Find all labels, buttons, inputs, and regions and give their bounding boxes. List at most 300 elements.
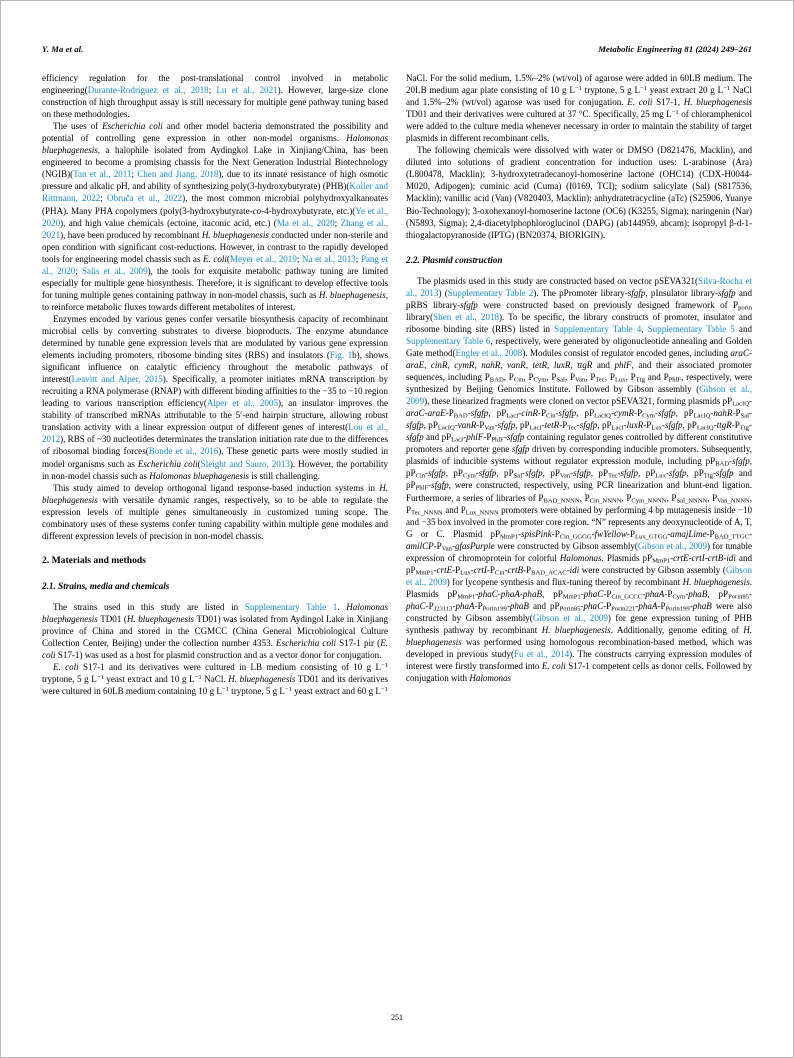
text-run: yeast extract and 60 g L xyxy=(291,686,381,697)
figure-link[interactable]: Fig. 1 xyxy=(329,350,353,361)
citation-link[interactable]: Chen and Jiang, 2018 xyxy=(137,169,219,180)
citation-link[interactable]: Salis et al., 2009 xyxy=(81,265,148,276)
text-run: - xyxy=(433,564,437,575)
species-name: Escherichia coli xyxy=(137,458,198,469)
text-run: and pP xyxy=(406,468,752,491)
text-run: TD01 ( xyxy=(97,613,127,624)
gene-name: sfgfp xyxy=(460,299,478,310)
text-run: and xyxy=(592,359,615,370)
text-run: ; xyxy=(131,169,138,180)
gene-name: sfgfp xyxy=(715,468,734,479)
subsection-heading-strains-media-chemicals: 2.1. Strains, media and chemicals xyxy=(42,580,170,591)
text-run: were also constructed by Gibson assembly( xyxy=(406,600,752,623)
gene-name: phaB xyxy=(688,588,708,599)
text-run: , pP xyxy=(445,468,463,479)
promoter-subscript: Van_NNNN xyxy=(717,496,750,504)
citation-link[interactable]: Gibson et al., 2009 xyxy=(406,564,752,587)
gene-name: sfgfp xyxy=(664,420,683,431)
gene-name: luxR xyxy=(553,359,571,370)
text-run: , xyxy=(474,359,482,370)
gene-name: sfgfp xyxy=(579,420,598,431)
promoter-subscript: BAD_TTGC xyxy=(714,533,749,541)
text-run: , P xyxy=(585,372,596,383)
promoter-subscript: LacIQ xyxy=(594,412,611,420)
gene-name: ttgR xyxy=(716,420,732,431)
text-run: - xyxy=(470,564,474,575)
gene-name: sfgfp xyxy=(506,432,525,443)
species-name: Halomonas bluephagenesis xyxy=(42,133,388,156)
text-run: ). Modules consist of regulator encoded genes, including xyxy=(522,347,731,358)
text-run: , pP xyxy=(542,588,563,599)
text-run: ). Specifically, a promoter initiates mRNA transcription by recruiting a RNA polymerase (RNAP) with different binding affinities to the −35 to −10 region leading to various transcription efficiency( xyxy=(42,374,389,409)
paragraph-study-aim xyxy=(42,482,388,542)
citation-link[interactable]: Durante-Rodríguez et al., 2018 xyxy=(87,85,209,96)
promoter-subscript: J23113 xyxy=(433,605,453,613)
gene-name: phaC xyxy=(583,600,604,611)
text-run: yeast extract 20 g L xyxy=(646,85,724,96)
citation-link[interactable]: Lu et al., 2021 xyxy=(216,85,278,96)
species-name: H. bluephagenesis xyxy=(42,482,388,505)
text-run: ) ( xyxy=(438,287,448,298)
text-run: , a halophile isolated from Aydingkol Lake in Xinjiang/China, has been engineered to become a promising chassis for the Next Generation Industrial Biotechnology (NGIB)( xyxy=(42,145,388,180)
text-run: - xyxy=(467,408,471,419)
promoter-subscript: PhlF xyxy=(415,484,429,492)
gene-name: idi xyxy=(569,564,580,575)
gene-name: araC-araE xyxy=(406,347,753,370)
text-run: , pP xyxy=(686,468,704,479)
gene-name: sfgfp xyxy=(718,287,736,298)
citation-link[interactable]: Na et al., 2013 xyxy=(301,253,356,264)
citation-link[interactable]: Bonde et al., 2016 xyxy=(148,446,219,457)
text-run: , xyxy=(447,359,455,370)
species-name: E. coli xyxy=(203,253,227,264)
text-run: , P xyxy=(621,492,632,503)
text-run: tryptone, 5 g L xyxy=(581,85,640,96)
promoter-subscript: Lux_NNNN xyxy=(465,508,499,516)
gene-name: phaA xyxy=(645,588,665,599)
text-run: TD01 and their derivatives were cultured at 37 °C. Specifically, 25 mg L xyxy=(406,109,672,120)
text-run: ), RBS of ~30 nucleotides determinates the translation initiation rate due to the differences of ribosomal binding forces( xyxy=(42,434,388,457)
species-name: H. bluephagenesis xyxy=(228,674,296,685)
text-run: conducted under non-sterile and open condition with significant cost-reductions. However, in contrast to the rapidly developed tools for engineering model chassis such as xyxy=(42,229,388,264)
promoter-subscript: Porin199 xyxy=(482,605,507,613)
promoter-subscript: Cym xyxy=(533,376,547,384)
text-run: was performed using homologous recombination-based method, which was developed in previous study( xyxy=(406,637,752,660)
text-run: -P xyxy=(551,528,560,539)
text-run: and P xyxy=(442,504,466,515)
text-run: ; xyxy=(334,217,341,228)
text-run: , pP xyxy=(675,408,694,419)
promoter-subscript: LacIQ xyxy=(732,400,749,408)
promoter-subscript: Porin199 xyxy=(665,605,690,613)
species-name: Escherichia coli xyxy=(102,121,163,132)
species-name: Escherichia coli xyxy=(276,637,336,648)
gene-name: cymR xyxy=(613,408,635,419)
species-name: H. bluephagenesis xyxy=(406,625,752,648)
promoter-subscript: Cin_NNNN xyxy=(589,496,622,504)
unit-exponent: −1 xyxy=(96,674,104,682)
text-run: ), the most common microbial polyhydroxyalkanoates (PHA). Many PHA copolymers (poly(3-hydroxybutyrate- xyxy=(42,193,388,216)
promoter-subscript: Cym xyxy=(672,593,686,601)
text-run: The strains used in this study are listed in xyxy=(53,601,245,612)
gene-name: sfgfp xyxy=(627,287,646,298)
text-run: ; xyxy=(208,85,217,96)
gene-name: sfgfp xyxy=(511,444,530,455)
text-run: -P xyxy=(474,600,483,611)
text-run: , P xyxy=(564,372,576,383)
text-run: , were constructed, respectively, using PCR linearization and blunt-end ligation. Furthermore, a series of libraries of P xyxy=(406,480,752,503)
promoter-subscript: Lux xyxy=(655,472,666,480)
text-run: , pP xyxy=(542,468,560,479)
citation-link[interactable]: Shen et al., 2018 xyxy=(433,311,500,322)
section-heading-materials-and-methods: 2. Materials and methods xyxy=(42,554,146,566)
promoter-subscript: MmP1 xyxy=(562,593,581,601)
text-run: The plasmids used in this study are constructed based on vector pSEVA321( xyxy=(417,275,699,286)
unit-exponent: −1 xyxy=(574,85,582,93)
text-run: , pP xyxy=(488,408,507,419)
text-run: ; xyxy=(75,265,82,276)
text-run: ) for lycopene synthesis and flux-tuning thereof by recombinant xyxy=(446,576,683,587)
supplementary-link[interactable]: Supplementary Table 6 xyxy=(406,335,491,346)
text-run: - xyxy=(503,432,507,443)
text-run: with versatile dynamic ranges, respectively, so to be able to regulate the expression levels of multiple genes simultaneously in customized tuning scope. The combinatory uses of these systems confer tuning capability within multiple gene modules and different expression levels of precision in non-model chassis. xyxy=(42,494,388,541)
two-column-body xyxy=(42,72,752,986)
text-run: ), the tools for exquisite metabolic pathway tuning are limited especially for multiple gene biosynthesis. Therefore, it is significant to develop effective tools for tuning multiple genes containing pathway in non-model chassis, such as xyxy=(42,265,388,300)
gene-name: fwYellow xyxy=(594,528,627,539)
text-run: - xyxy=(748,420,752,431)
text-run: and other model bacteria demonstrated the possibility and potential of controlling gene expression in other non-model organisms. xyxy=(42,121,388,144)
gene-name: sfgfp xyxy=(431,480,449,491)
promoter-subscript: Cin xyxy=(513,376,524,384)
paragraph-media-preparation xyxy=(406,72,752,144)
promoter-subscript: PhlF xyxy=(668,376,682,384)
gene-name: sfgfp xyxy=(497,420,516,431)
gene-name: cymR xyxy=(454,359,475,370)
text-run: , xyxy=(525,359,533,370)
supplementary-link[interactable]: Supplementary Table 1 xyxy=(244,601,338,612)
text-run: ; xyxy=(100,193,108,204)
text-run: , xyxy=(570,359,578,370)
text-run: , pP xyxy=(576,408,595,419)
text-run: and pP xyxy=(528,600,560,611)
gene-name: crtE-crtI-crtB-idi xyxy=(673,552,736,563)
text-run: - xyxy=(475,468,479,479)
gene-name: phaC xyxy=(406,600,426,611)
gene-name: sfgfp xyxy=(620,468,639,479)
text-run: , respectively, were synthesized by Beijing Genomics Institute. Followed by Gibson assembly ( xyxy=(406,372,752,395)
gene-name: sfgfp xyxy=(573,468,591,479)
promoter-subscript: Cin xyxy=(494,569,505,577)
promoter-subscript: Sal xyxy=(513,472,523,480)
gene-name: araC-araE xyxy=(406,408,446,419)
text-run: -P xyxy=(537,408,546,419)
gene-name: sfgfp xyxy=(470,408,489,419)
text-run: ), have been produced by recombinant xyxy=(60,229,202,240)
gene-name: gfasPurple xyxy=(454,540,495,551)
text-run: , respectively, were generated by oligonucleotide annealing and Golden Gate method( xyxy=(406,335,752,358)
promoter-subscript: Lux xyxy=(460,569,471,577)
text-run: , xyxy=(641,323,648,334)
species-name: H. bluephagenesis xyxy=(126,613,195,624)
text-run: -P xyxy=(445,408,454,419)
citation-link[interactable]: Ma et al., 2020 xyxy=(276,217,335,228)
text-run: - xyxy=(665,468,669,479)
text-run: The uses of xyxy=(53,121,103,132)
species-name: E. coli xyxy=(627,97,653,108)
paragraph-strains-listed xyxy=(42,601,388,661)
text-run: of chloramphenicol were added to the culture media whenever necessary in order to maintain the stability of target plasmids in different recombinant cells. xyxy=(406,109,752,144)
text-run: , xyxy=(547,359,554,370)
promoter-subscript: porin xyxy=(738,304,752,312)
text-run: yeast extract and 10 g L xyxy=(103,674,195,685)
citation-link[interactable]: Alper et al., 2005 xyxy=(206,398,278,409)
promoter-subscript: Porin85 xyxy=(559,605,581,613)
text-run: NaCl and 1.5%–2% (wt/vol) agarose was used for conjugation. xyxy=(406,85,753,108)
citation-link[interactable]: Zhang et al., 2021 xyxy=(42,217,388,240)
text-run: -P xyxy=(603,588,612,599)
species-name: Halomonas xyxy=(559,552,602,563)
text-run: , P xyxy=(546,372,557,383)
citation-link[interactable]: Ye et al., 2020 xyxy=(42,205,388,228)
running-head xyxy=(42,44,752,58)
gene-name: crtE xyxy=(436,564,453,575)
text-run: and pP xyxy=(423,432,452,443)
gene-name: sfgfp xyxy=(732,456,750,467)
text-run: - xyxy=(748,396,752,407)
text-run: promoters were obtained by performing 4 bp mutagenesis inside −10 and −35 box involved in the promoter core region. “N” represents any deoxynucleotide of A, T, G or C. Plasmid pP xyxy=(406,504,752,539)
text-run: and pP xyxy=(406,552,752,575)
text-run: ). The pPromoter library- xyxy=(533,287,628,298)
unit-exponent: −1 xyxy=(671,109,679,117)
gene-name: vanR xyxy=(457,420,477,431)
gene-name: amajLime xyxy=(670,528,707,539)
gene-name: luxR xyxy=(626,420,644,431)
text-run: -P xyxy=(706,528,715,539)
text-run: , P xyxy=(579,492,590,503)
text-run: , P xyxy=(707,492,718,503)
text-run: were constructed by Gibson assembly ( xyxy=(579,564,726,575)
text-run: - xyxy=(555,408,559,419)
gene-name: phaA xyxy=(455,600,475,611)
text-run: , pP xyxy=(423,420,438,431)
promoter-subscript: BAD xyxy=(715,460,730,468)
promoter-subscript: Tec xyxy=(595,376,605,384)
text-run: -P xyxy=(452,564,461,575)
text-run: and P xyxy=(644,372,669,383)
text-run: , pP xyxy=(496,468,514,479)
text-run: - xyxy=(454,420,458,431)
citation-link[interactable]: Lou et al., 2012 xyxy=(42,422,388,445)
text-run: ) for gene expression tuning of PHB synthesis pathway by recombinant xyxy=(406,612,752,636)
text-run: This study aimed to develop orthogonal ligand response-based induction systems in xyxy=(53,482,380,493)
citation-link[interactable]: Meyer et al., 2019 xyxy=(229,253,297,264)
text-run: tryptone, 5 g L xyxy=(228,686,285,697)
gene-name: crtI xyxy=(473,564,487,575)
text-run: - xyxy=(570,468,574,479)
citation-link[interactable]: Koller and Rittmann, 2022 xyxy=(42,181,388,204)
text-run: - xyxy=(580,588,584,599)
text-run: - xyxy=(576,420,580,431)
gene-name: cinR xyxy=(521,408,538,419)
gene-name: sfgfp xyxy=(478,468,497,479)
text-run: were constructed by Gibson assembly( xyxy=(494,540,638,551)
gene-name: co xyxy=(252,205,262,216)
text-run: S17-1 and its derivatives were cultured in LB medium consisting of 10 g L xyxy=(78,662,381,673)
text-run: - xyxy=(463,432,467,443)
species-name: H. bluephagenesis xyxy=(201,229,269,240)
promoter-subscript: Lux xyxy=(614,376,626,384)
text-run: , pP xyxy=(406,456,752,479)
gene-name: sfgfp xyxy=(525,468,543,479)
text-run: - xyxy=(522,468,526,479)
gene-name: vanR xyxy=(507,359,526,370)
text-run: ). The constructs carrying expression modules of interest were firstly transformed into xyxy=(406,649,752,672)
citation-link[interactable]: Pang et al., 2020 xyxy=(42,253,389,276)
text-run: , pP xyxy=(638,468,656,479)
citation-link[interactable]: Gibson et al., 2009 xyxy=(637,540,707,551)
text-run: - xyxy=(748,588,752,599)
citation-link[interactable]: Gibson et al., 2009 xyxy=(532,612,608,623)
citation-link[interactable]: Gibson et al., 2009 xyxy=(406,384,752,407)
text-run: - xyxy=(506,600,510,611)
promoter-subscript: Cin_GGGG xyxy=(559,533,592,541)
right-column xyxy=(406,72,752,986)
text-run: ; xyxy=(296,253,302,264)
promoter-subscript: BAD xyxy=(453,412,468,420)
text-run: - xyxy=(748,528,752,539)
citation-link[interactable]: Fu et al., 2014 xyxy=(513,649,570,660)
text-run: and xyxy=(734,323,752,334)
text-run: -P xyxy=(486,564,495,575)
promoter-subscript: Ttg xyxy=(635,376,645,384)
text-run: - xyxy=(713,420,717,431)
text-run: - xyxy=(654,408,658,419)
text-run: -P xyxy=(732,408,741,419)
text-run: NaCl. For the solid medium, 1.5%–2% (wt/vol) of agarose were added in 60LB medium. The 20LB medium agar plate consisting of 10 g L xyxy=(406,73,752,96)
text-run: - xyxy=(425,468,429,479)
promoter-subscript: Lux_GTGG xyxy=(635,533,668,541)
promoter-subscript: Lux xyxy=(651,424,662,432)
text-run: TD01) was isolated from Aydingol Lake in Xinjiang province of China and stored in the CGMCC (China General Microbiological Culture Collection Center, Beijing) under the collection number 4353. xyxy=(42,613,389,648)
text-run: TD01 and its derivatives were cultured in 60LB medium containing 10 g L xyxy=(42,674,388,697)
gene-name: cinR xyxy=(430,359,448,370)
promoter-subscript: LacIQ xyxy=(437,424,455,432)
promoter-subscript: Van xyxy=(559,472,571,480)
unit-exponent: −1 xyxy=(639,85,647,93)
text-run: ( xyxy=(226,253,230,264)
text-run: - xyxy=(518,528,522,539)
unit-exponent: −1 xyxy=(221,686,229,694)
promoter-subscript: Sal_NNNN xyxy=(676,496,708,504)
paragraph-enzymes-encoded xyxy=(42,313,388,482)
species-name: H. bluephagenesis xyxy=(682,576,750,587)
unit-exponent: −1 xyxy=(380,686,388,694)
text-run: - xyxy=(541,420,545,431)
promoter-subscript: Cin xyxy=(546,412,556,420)
text-run: - xyxy=(566,564,570,575)
text-run: . xyxy=(337,601,347,612)
text-run: -P xyxy=(603,600,612,611)
promoter-subscript: BAD_NNNN xyxy=(543,496,580,504)
citation-link[interactable]: Engler et al., 2008 xyxy=(455,347,523,358)
text-run: , P xyxy=(523,372,534,383)
text-run: , pP xyxy=(597,420,612,431)
text-run: The following chemicals were dissolved with water or DMSO (D821476, Macklin), and diluted into solutions of gradient concentration for induction uses: L-arabinose (Ara) (L800478, Macklin); 3-hydroxytetradecanoyl-homoserine lactone (OHC14) (CDX-H0044-M020, Adipogen); cuminic acid (Cuma) (I0169, TCI); sodium salicylate (Sal) (S817536, Macklin); vanillic acid (Van) (V820403, Macklin); anhydratetracycline (aTc) (S25906, Yuanye Bio-Technology); 3-oxohexanoyl-homoserine lactone (OC6) (K3255, Sigma); naringenin (Nar) (N5893, Sigma); 2,4-diacetylphophloroglucinol (DAPG) (ab144959, abcam); isopropyl β-d-1-thiogalactopyranoside (IPTG) (BN20374, BIORIGIN). xyxy=(406,145,752,240)
text-run: , P xyxy=(625,372,636,383)
text-run: -P xyxy=(523,564,532,575)
citation-link[interactable]: Silva-Rocha et al., 2013 xyxy=(406,275,753,298)
text-run: efficiency regulation for the post-translational control involved in metabolic engineering( xyxy=(42,73,388,96)
promoter-subscript: Sal xyxy=(740,412,749,420)
gene-name: phaC-phaA-phaB xyxy=(478,588,542,599)
promoter-subscript: MmP1 xyxy=(500,533,519,541)
text-run: -P xyxy=(559,420,568,431)
promoter-subscript: Sal xyxy=(556,376,565,384)
gene-name: phaC xyxy=(583,588,604,599)
promoter-subscript: LacIQ xyxy=(693,412,711,420)
text-run: -P xyxy=(634,408,643,419)
supplementary-link[interactable]: Supplementary Table 4 xyxy=(554,323,642,334)
gene-name: amilCP xyxy=(406,540,434,551)
text-run: , P xyxy=(503,372,514,383)
unit-exponent: −1 xyxy=(380,662,388,670)
text-run: . Plasmids pP xyxy=(601,552,653,563)
text-run: ), due to its innate resistance of high osmotic pressure and alkalic pH, and ability of synthesizing poly(3-hydroxybutyrate) (PHB)( xyxy=(42,169,388,192)
text-run: -P xyxy=(664,588,673,599)
gene-name: sfgfp xyxy=(558,408,577,419)
citation-link[interactable]: Sleight and Sauro, 2013 xyxy=(200,458,290,469)
text-run: - xyxy=(661,420,665,431)
text-run: -P xyxy=(731,420,740,431)
unit-exponent: −1 xyxy=(284,686,292,694)
text-run: - xyxy=(451,540,455,551)
text-run: -4-hydroxybutyrate, etc.)( xyxy=(261,205,356,216)
species-name: E. coli xyxy=(53,662,79,673)
species-name: E. coli xyxy=(42,637,388,661)
gene-name: phlF xyxy=(614,359,632,370)
supplementary-link[interactable]: Supplementary Table 5 xyxy=(647,323,735,334)
citation-link[interactable]: Tan et al., 2011 xyxy=(73,169,132,180)
gene-name: sfgfp xyxy=(657,408,676,419)
text-run: -P xyxy=(657,600,666,611)
promoter-subscript: LacIQ xyxy=(696,424,714,432)
text-run: , pInsulator library- xyxy=(645,287,719,298)
promoter-subscript: Porin85 xyxy=(728,593,749,601)
supplementary-link[interactable]: Supplementary Table 2 xyxy=(447,287,534,298)
citation-link[interactable]: Obruča et al., 2022 xyxy=(107,193,183,204)
promoter-subscript: LacI xyxy=(451,436,464,444)
text-run: ). However, the portability in non-model chassis such as xyxy=(42,458,389,481)
gene-name: phaA xyxy=(638,600,658,611)
text-run: - xyxy=(635,600,639,611)
subsection-heading-plasmid-construction: 2.2. Plasmid construction xyxy=(406,254,503,265)
species-name: H. bluephagenesis xyxy=(318,289,386,300)
promoter-subscript: Cym_NNNN xyxy=(631,496,667,504)
species-name: H. bluephagenesis xyxy=(541,625,611,636)
gene-name: tetR xyxy=(544,420,560,431)
promoter-subscript: Tec xyxy=(608,472,618,480)
citation-link[interactable]: Leavitt and Alper, 2015 xyxy=(71,374,163,385)
gene-name: nahR xyxy=(713,408,733,419)
text-run: . Additionally, genome editing of xyxy=(610,625,744,636)
paragraph-efficiency-regulation xyxy=(42,72,388,120)
text-run: ). To be specific, the library constructs of promoter, insulator and ribosome binding site (RBS) listed in xyxy=(406,311,752,334)
text-run: ; xyxy=(355,253,361,264)
left-column xyxy=(42,72,388,986)
text-run: - xyxy=(729,456,733,467)
text-run: is still challenging. xyxy=(249,470,320,481)
text-run: ( xyxy=(197,458,201,469)
